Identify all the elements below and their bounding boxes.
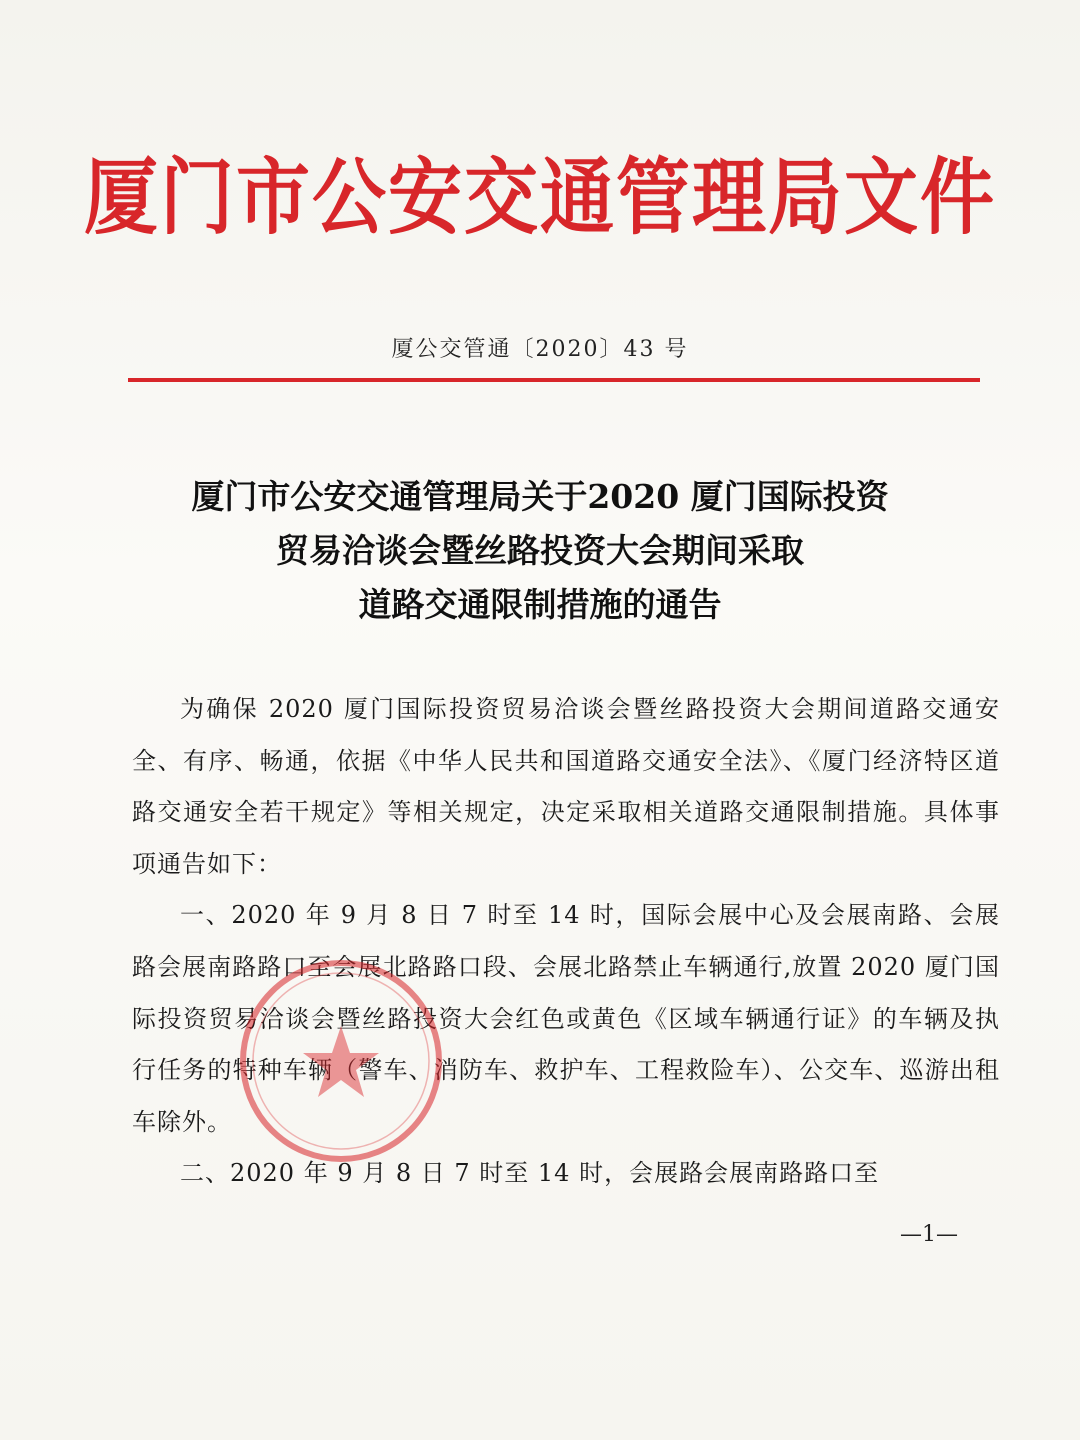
- notice-title: [100, 470, 980, 632]
- document-number: 厦公交管通〔2020〕43 号: [391, 337, 689, 362]
- page-number: —1—: [900, 1222, 958, 1247]
- body-paragraph: 二、2020 年 9 月 8 日 7 时至 14 时，会展路会展南路路口至: [180, 1159, 880, 1188]
- body-paragraph: 一、2020 年 9 月 8 日 7 时至 14 时，国际会展中心及会展南路、会展路会展南路路口至会展北路路口段、会展北路禁止车辆通行,放置 2020 厦门国际投资贸易洽谈会暨丝路投资大会红色或黄色《区域车辆通行证》的车辆及执行任务的特种车辆（警车、消防车、救护车、工程救险车）、公交车、巡游出租车除外。: [132, 901, 1000, 1136]
- red-divider-line: [128, 378, 980, 382]
- notice-title-line: 道路交通限制措施的通告: [358, 585, 722, 624]
- notice-body: [132, 684, 1000, 1200]
- notice-title-line: 厦门市公安交通管理局关于2020 厦门国际投资: [191, 477, 889, 516]
- body-paragraph: 为确保 2020 厦门国际投资贸易洽谈会暨丝路投资大会期间道路交通安全、有序、畅通，依据《中华人民共和国道路交通安全法》、《厦门经济特区道路交通安全若干规定》等相关规定，决定采取相关道路交通限制措施。具体事项通告如下：: [132, 695, 1000, 878]
- document-header-title: 厦门市公安交通管理局文件: [84, 149, 996, 247]
- notice-title-line: 贸易洽谈会暨丝路投资大会期间采取: [276, 531, 804, 570]
